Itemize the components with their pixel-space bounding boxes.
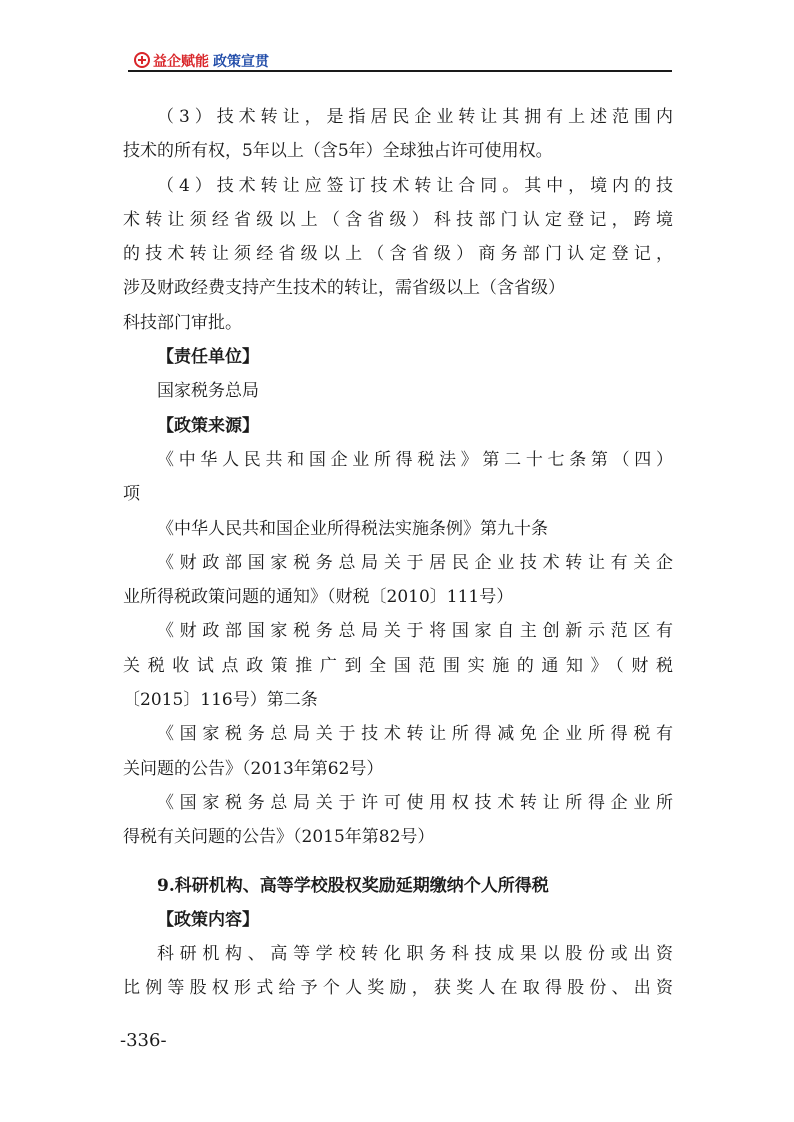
paragraph-line: 术转让须经省级以上（含省级）科技部门认定登记，跨境 — [123, 209, 673, 230]
brand-blue-text: 政策宣贯 — [213, 54, 269, 70]
page-number: -336- — [120, 1030, 167, 1051]
brand-red-text: 益企赋能 — [153, 54, 209, 70]
circle-logo-icon — [134, 52, 150, 68]
paragraph-line: 科技部门审批。 — [123, 312, 242, 333]
header-divider — [128, 70, 672, 72]
source-line: 得税有关问题的公告》（2015年第82号） — [123, 827, 435, 848]
paragraph-line: 涉及财政经费支持产生技术的转让，需省级以上（含省级） — [123, 278, 565, 299]
source-line: 《国家税务总局关于技术转让所得减免企业所得税有 — [157, 724, 673, 745]
section-heading: 【政策来源】 — [157, 415, 259, 436]
paragraph-line: 科研机构、高等学校转化职务科技成果以股份或出资 — [157, 944, 673, 965]
source-line: 业所得税政策问题的通知》（财税〔2010〕111号） — [123, 587, 514, 608]
section-title: 9.科研机构、高等学校股权奖励延期缴纳个人所得税 — [157, 875, 549, 896]
source-line: 关问题的公告》（2013年第62号） — [123, 758, 384, 779]
source-line: 《财政部国家税务总局关于将国家自主创新示范区有 — [157, 621, 673, 642]
source-line: 项 — [123, 484, 140, 505]
source-line: 《财政部国家税务总局关于居民企业技术转让有关企 — [157, 552, 673, 573]
source-line: 〔2015〕116号）第二条 — [123, 690, 318, 711]
paragraph-line: （3）技术转让，是指居民企业转让其拥有上述范围内 — [157, 107, 673, 127]
section-spacer — [123, 855, 673, 869]
paragraph-line: 比例等股权形式给予个人奖励，获奖人在取得股份、出资 — [123, 978, 673, 999]
section-heading: 【政策内容】 — [157, 909, 259, 930]
source-line: 关税收试点政策推广到全国范围实施的通知》（财税 — [123, 655, 673, 676]
paragraph-line: 技术的所有权，5年以上（含5年）全球独占许可使用权。 — [123, 141, 553, 162]
paragraph-line: （4）技术转让应签订技术转让合同。其中，境内的技 — [157, 175, 673, 196]
source-line: 《中华人民共和国企业所得税法》第二十七条第（四） — [157, 449, 673, 470]
section-heading: 【责任单位】 — [157, 347, 259, 368]
source-line: 《国家税务总局关于许可使用权技术转让所得企业所 — [157, 792, 673, 813]
source-line: 《中华人民共和国企业所得税法实施条例》第九十条 — [157, 518, 548, 539]
document-body — [123, 100, 673, 1006]
paragraph-line: 的技术转让须经省级以上（含省级）商务部门认定登记， — [123, 244, 673, 265]
paragraph-line: 国家税务总局 — [157, 381, 259, 402]
page-header — [128, 48, 672, 74]
header-brand — [153, 51, 269, 71]
